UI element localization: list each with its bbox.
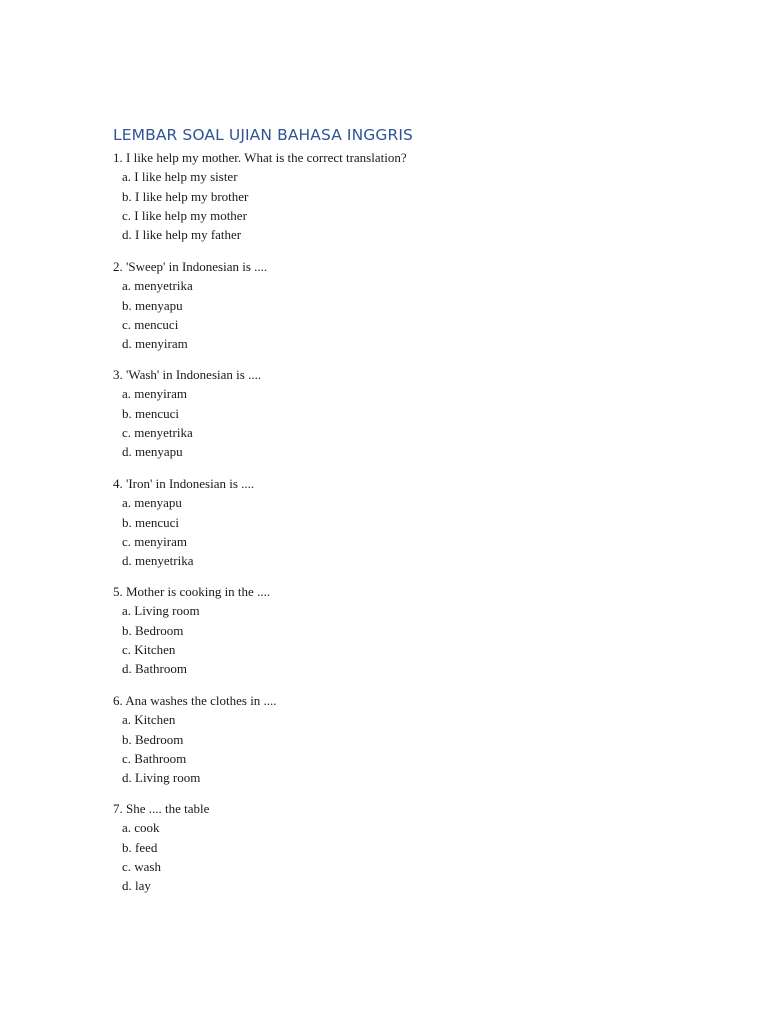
- option-c: c. wash: [122, 858, 161, 874]
- option-c: c. mencuci: [122, 316, 179, 332]
- option-c: c. menyetrika: [122, 424, 193, 440]
- option-a: a. menyiram: [122, 386, 187, 402]
- question-text: 5. Mother is cooking in the ....: [113, 584, 271, 599]
- question-3: [113, 365, 261, 461]
- option-a: a. menyapu: [122, 495, 182, 511]
- option-b: b. Bedroom: [122, 622, 184, 638]
- option-c: c. I like help my mother: [122, 207, 247, 223]
- option-d: d. menyiram: [122, 336, 188, 352]
- option-b: b. feed: [122, 839, 158, 855]
- question-2: [113, 257, 267, 353]
- question-5: [113, 582, 270, 678]
- option-c: c. menyiram: [122, 533, 187, 549]
- question-text: 4. 'Iron' in Indonesian is ....: [113, 476, 255, 491]
- option-a: a. Kitchen: [122, 712, 176, 728]
- option-d: d. Living room: [122, 770, 201, 786]
- question-4: [113, 474, 254, 570]
- option-b: b. mencuci: [122, 514, 180, 530]
- question-text: 7. She .... the table: [113, 801, 210, 816]
- option-a: a. menyetrika: [122, 278, 193, 294]
- question-6: [113, 691, 277, 787]
- option-a: a. I like help my sister: [122, 169, 238, 185]
- question-text: 6. Ana washes the clothes in ....: [113, 693, 277, 708]
- option-d: d. lay: [122, 878, 151, 894]
- option-d: d. I like help my father: [122, 227, 242, 243]
- question-text: 2. 'Sweep' in Indonesian is ....: [113, 259, 268, 274]
- question-text: 3. 'Wash' in Indonesian is ....: [113, 367, 262, 382]
- option-b: b. Bedroom: [122, 731, 184, 747]
- option-d: d. Bathroom: [122, 661, 187, 677]
- option-a: a. Living room: [122, 603, 200, 619]
- question-1: [113, 148, 407, 244]
- option-b: b. mencuci: [122, 405, 180, 421]
- question-text: 1. I like help my mother. What is the correct translation?: [113, 150, 407, 165]
- option-c: c. Kitchen: [122, 641, 176, 657]
- option-d: d. menyapu: [122, 444, 183, 460]
- option-a: a. cook: [122, 820, 160, 836]
- option-b: b. I like help my brother: [122, 188, 249, 204]
- option-c: c. Bathroom: [122, 750, 187, 766]
- question-7: [113, 799, 209, 895]
- document-title: LEMBAR SOAL UJIAN BAHASA INGGRIS: [113, 126, 414, 144]
- option-d: d. menyetrika: [122, 553, 194, 569]
- option-b: b. menyapu: [122, 297, 183, 313]
